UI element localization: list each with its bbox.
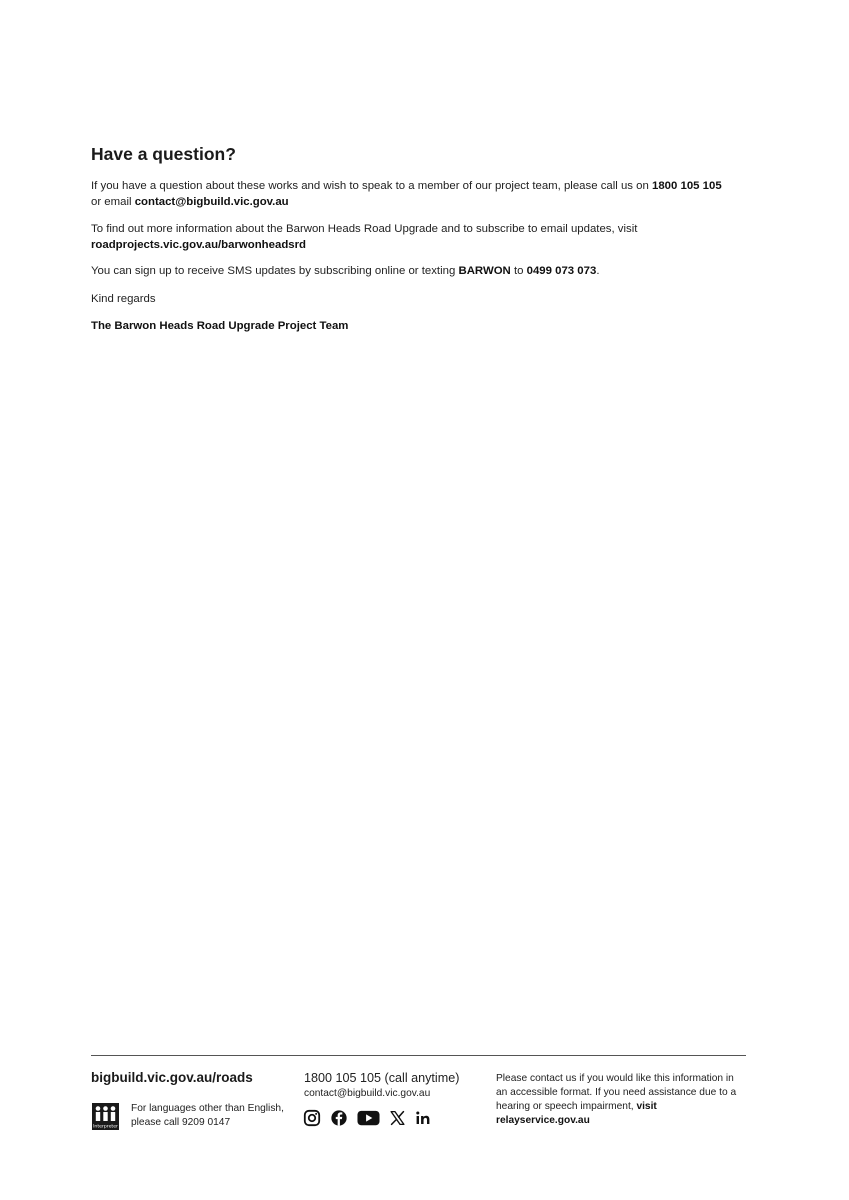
contact-paragraph <box>91 178 761 210</box>
relay-service-link[interactable]: visit relayservice.gov.au <box>496 1101 657 1126</box>
info-paragraph <box>91 221 761 253</box>
social-links <box>303 1108 431 1128</box>
project-email[interactable]: contact@bigbuild.vic.gov.au <box>134 196 289 208</box>
sms-paragraph <box>91 263 761 279</box>
footer-site-link[interactable]: bigbuild.vic.gov.au/roads <box>91 1070 253 1085</box>
sms-text: You can sign up to receive SMS updates by subscribing online or texting <box>91 265 459 277</box>
footer-divider <box>91 1055 746 1056</box>
section-heading: Have a question? <box>91 144 236 164</box>
sms-text-mid: to <box>510 265 527 277</box>
signature-team: The Barwon Heads Road Upgrade Project Team <box>91 320 349 332</box>
x-icon[interactable] <box>389 1108 406 1128</box>
sms-text-end: . <box>596 265 600 277</box>
youtube-icon[interactable] <box>357 1108 380 1128</box>
interpreter-icon <box>92 1103 119 1130</box>
project-phone[interactable]: 1800 105 105 <box>652 180 722 192</box>
interpreter-icon-label: Interpreter <box>93 1124 118 1130</box>
info-text: To find out more information about the Barwon Heads Road Upgrade and to subscribe to email updates, visit <box>91 223 638 235</box>
accessibility-text-body: Please contact us if you would like this information in an accessible format. If you need assistance due to a hearing or speech impairment, <box>496 1073 737 1112</box>
sms-number[interactable]: 0499 073 073 <box>526 265 597 277</box>
languages-text: For languages other than English, please call 9209 0147 <box>131 1103 284 1128</box>
contact-text: If you have a question about these works and wish to speak to a member of our project team, please call us on <box>91 180 652 192</box>
footer-phone[interactable]: 1800 105 105 (call anytime) <box>304 1071 460 1085</box>
footer-email[interactable]: contact@bigbuild.vic.gov.au <box>304 1088 431 1099</box>
sign-off: Kind regards <box>91 293 156 305</box>
instagram-icon[interactable] <box>303 1108 321 1128</box>
linkedin-icon[interactable] <box>415 1108 431 1128</box>
contact-text-mid: or email <box>91 196 135 208</box>
facebook-icon[interactable] <box>330 1108 348 1128</box>
project-website-link[interactable]: roadprojects.vic.gov.au/barwonheadsrd <box>91 239 306 251</box>
accessibility-text <box>496 1072 746 1128</box>
sms-keyword: BARWON <box>458 265 511 277</box>
